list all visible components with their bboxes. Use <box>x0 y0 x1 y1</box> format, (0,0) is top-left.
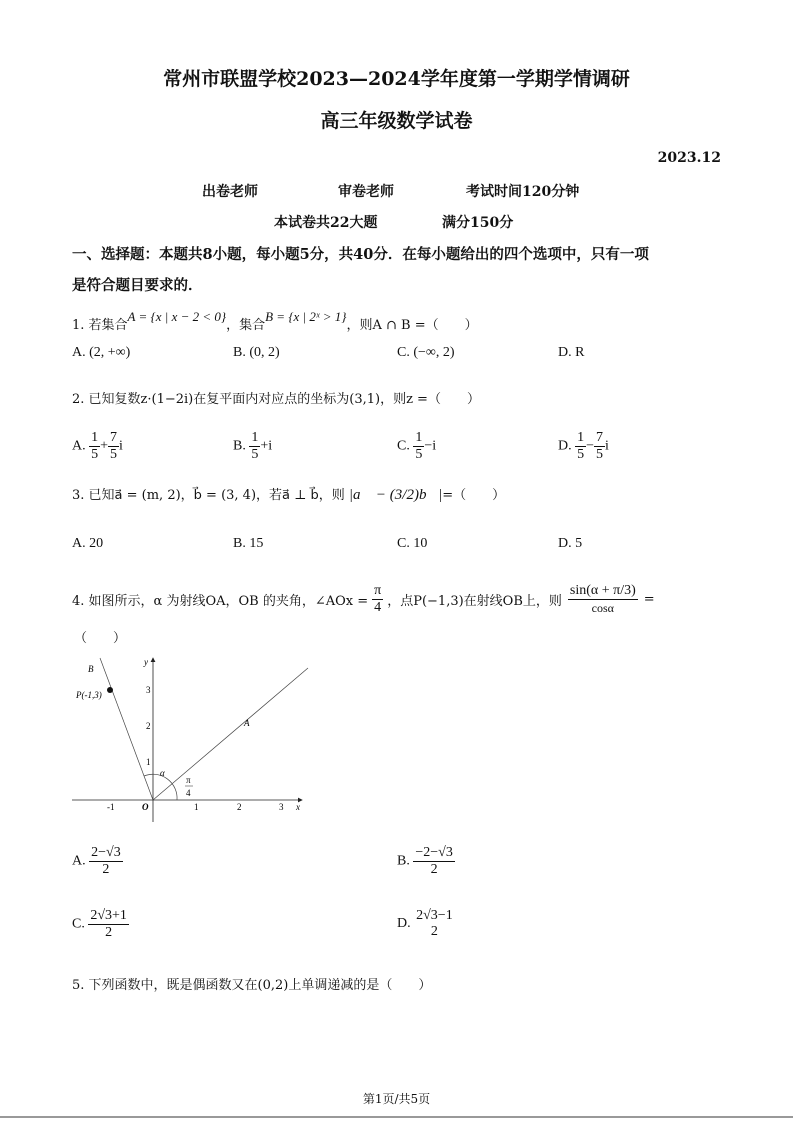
q1-option-d[interactable]: D. R <box>558 345 585 360</box>
q4-figure <box>70 652 315 827</box>
num: 2√3+1 <box>90 908 127 923</box>
q3-expression: |a⃗ − (3/2)b⃗| <box>348 487 443 503</box>
label-x: x <box>296 802 300 812</box>
page-number: 第1页/共5页 <box>362 1092 431 1106</box>
q2-option-a[interactable] <box>72 430 123 463</box>
q4-option-d[interactable] <box>397 908 455 940</box>
label-b: B <box>88 664 94 674</box>
option-label: D. <box>397 916 411 932</box>
y-tick: 2 <box>146 721 151 731</box>
den: 5 <box>110 447 118 462</box>
exam-time: 考试时间120分钟 <box>466 184 580 200</box>
num: −2−√3 <box>415 845 453 860</box>
q1-option-a[interactable]: A. (2, +∞) <box>72 345 131 360</box>
setter-label: 出卷老师 <box>202 184 258 200</box>
label-p: P(-1,3) <box>76 690 102 700</box>
label-o: O <box>142 802 149 812</box>
num: 1 <box>577 430 585 445</box>
den: 2 <box>102 862 110 877</box>
den: 2 <box>105 925 113 940</box>
q3-option-a[interactable]: A. 20 <box>72 536 104 551</box>
q2-option-d[interactable] <box>558 430 609 463</box>
option-label: B. <box>397 853 410 869</box>
den: 5 <box>596 447 604 462</box>
exam-subtitle: 高三年级数学试卷 <box>320 110 473 132</box>
q3-option-b[interactable]: B. 15 <box>233 536 264 551</box>
ray-oa <box>153 668 308 800</box>
x-tick: -1 <box>107 802 115 812</box>
equals: = <box>643 591 655 607</box>
point-p <box>107 687 113 693</box>
imag-unit: i <box>605 438 609 454</box>
q4-option-b[interactable] <box>397 845 455 878</box>
num: 7 <box>110 430 118 445</box>
question-4 <box>72 574 655 624</box>
num: 7 <box>596 430 604 445</box>
question-5: 5. 下列函数中，既是偶函数又在(0,2)上单调递减的是（ ） <box>72 978 432 993</box>
question-count: 本试卷共22大题 <box>274 215 378 231</box>
q3-option-c[interactable]: C. 10 <box>397 536 428 551</box>
option-label: B. <box>233 438 246 454</box>
den: 2 <box>430 924 438 939</box>
q3-option-d[interactable]: D. 5 <box>558 536 583 551</box>
den: 5 <box>251 447 259 462</box>
q4-option-a[interactable] <box>72 845 123 878</box>
y-tick: 3 <box>146 685 151 695</box>
q1-stem-c: ，则A ∩ B =（ ） <box>346 318 478 333</box>
q4-stem: 4. 如图所示，α 为射线OA，OB 的夹角，∠AOx = <box>72 593 369 609</box>
exam-date: 2023.12 <box>657 150 721 166</box>
reviewer-label: 审卷老师 <box>338 184 394 200</box>
option-label: D. <box>558 438 572 454</box>
op: − <box>586 438 595 454</box>
op: − <box>424 438 433 454</box>
q4-answer-paren: （ ） <box>74 631 127 646</box>
num: 1 <box>91 430 99 445</box>
set-a: A = {x | x − 2 < 0} <box>127 309 227 324</box>
den: cosα <box>591 600 614 615</box>
op: + <box>100 438 109 454</box>
exam-title: 常州市联盟学校2023—2024学年度第一学期学情调研 <box>163 68 630 90</box>
y-tick: 1 <box>146 757 151 767</box>
set-b: B = {x | 2ˣ > 1} <box>265 309 347 324</box>
den: 5 <box>91 447 99 462</box>
q1-stem: 1. 若集合 <box>72 318 128 333</box>
num: π <box>374 582 382 598</box>
q2-option-c[interactable] <box>397 430 436 463</box>
q3-tail: =（ ） <box>442 488 506 503</box>
option-label: A. <box>72 438 86 454</box>
q2-option-b[interactable] <box>233 430 272 463</box>
q1-option-b[interactable]: B. (0, 2) <box>233 345 280 360</box>
num: sin(α + π/3) <box>569 582 636 598</box>
label-pi: π <box>186 775 191 785</box>
den: 5 <box>415 447 423 462</box>
label-a: A <box>244 718 250 728</box>
op: + <box>260 438 269 454</box>
num: 1 <box>415 430 423 445</box>
q3-stem: 3. 已知a⃗ = (m, 2)，b⃗ = (3, 4)，若a⃗ ⊥ b⃗，则 <box>72 488 345 503</box>
den: 4 <box>374 599 382 615</box>
label-y: y <box>144 657 148 667</box>
label-alpha: α <box>160 768 165 778</box>
x-tick: 1 <box>194 802 199 812</box>
q4-option-c[interactable] <box>72 908 129 941</box>
option-label: C. <box>397 438 410 454</box>
den: 2 <box>430 862 438 877</box>
imag-unit: i <box>268 438 273 454</box>
label-four: 4 <box>186 788 191 798</box>
imag-unit: i <box>432 438 437 454</box>
x-tick: 3 <box>279 802 284 812</box>
num: 2−√3 <box>91 845 121 860</box>
question-1 <box>72 309 478 333</box>
q1-stem-b: ，集合 <box>226 318 266 333</box>
q4-stem-2: ，点P(−1,3)在射线OB上，则 <box>387 593 562 609</box>
num: 1 <box>251 430 259 445</box>
num: 2√3−1 <box>416 908 453 923</box>
q1-option-c[interactable]: C. (−∞, 2) <box>397 345 455 360</box>
question-2: 2. 已知复数z·(1−2i)在复平面内对应点的坐标为(3,1)，则z =（ ） <box>72 392 480 407</box>
section-heading-cont: 是符合题目要求的． <box>72 277 203 294</box>
option-label: A. <box>72 853 86 869</box>
section-heading: 一、选择题：本题共8小题，每小题5分，共40分．在每小题给出的四个选项中，只有一项 <box>72 246 649 263</box>
option-label: C. <box>72 916 85 932</box>
imag-unit: i <box>119 438 123 454</box>
question-3 <box>72 484 505 504</box>
angle-arc <box>144 774 177 800</box>
den: 5 <box>577 447 585 462</box>
x-tick: 2 <box>237 802 242 812</box>
full-marks: 满分150分 <box>442 215 514 231</box>
footer-divider <box>0 1116 793 1118</box>
